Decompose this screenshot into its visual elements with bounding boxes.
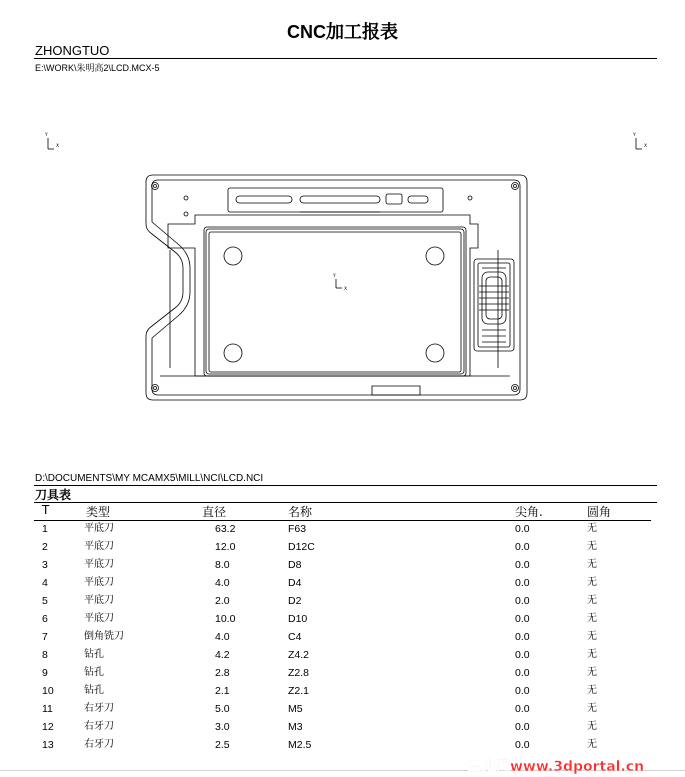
- tool-diameter: 4.0: [215, 577, 230, 589]
- tool-tip-angle: 0.0: [515, 721, 530, 733]
- tool-name: D12C: [288, 541, 315, 553]
- tool-tip-angle: 0.0: [515, 739, 530, 751]
- corner-hole: [512, 183, 519, 190]
- tool-name: M3: [288, 721, 303, 733]
- file-path: E:\WORK\朱明高2\LCD.MCX-5: [35, 63, 160, 73]
- tool-corner-radius: 无: [587, 721, 597, 732]
- tool-name: Z2.1: [288, 685, 310, 697]
- tool-name: Z2.8: [288, 667, 310, 679]
- tool-type: 平底刀: [84, 541, 114, 552]
- connector-slot: [228, 188, 443, 212]
- watermark-text: 三维网www.3dportal.cn: [468, 759, 645, 775]
- tool-number: 13: [42, 739, 54, 751]
- axis-label-x-center: X: [344, 287, 348, 292]
- axis-label-x-right: X: [644, 144, 648, 149]
- tool-number: 12: [42, 721, 54, 733]
- tool-tip-angle: 0.0: [515, 613, 530, 625]
- screen-pocket: [204, 227, 466, 376]
- col-header-t: T: [42, 503, 50, 517]
- nci-divider: [34, 485, 657, 486]
- pocket-hole: [224, 344, 242, 362]
- tool-type: 平底刀: [84, 577, 114, 588]
- tool-name: D2: [288, 595, 302, 607]
- company-name: ZHONGTUO: [35, 43, 110, 58]
- corner-hole: [512, 385, 519, 392]
- tool-diameter: 2.8: [215, 667, 230, 679]
- tool-diameter: 10.0: [215, 613, 236, 625]
- tool-corner-radius: 无: [587, 577, 597, 588]
- axis-label-y-right: Y: [633, 133, 636, 138]
- axis-marker-center: [336, 279, 342, 288]
- tool-corner-radius: 无: [587, 703, 597, 714]
- tool-diameter: 5.0: [215, 703, 230, 715]
- tool-number: 10: [42, 685, 54, 697]
- tool-name: M2.5: [288, 739, 312, 751]
- tool-corner-radius: 无: [587, 685, 597, 696]
- tool-type: 平底刀: [84, 595, 114, 606]
- tool-diameter: 4.2: [215, 649, 230, 661]
- tool-corner-radius: 无: [587, 541, 597, 552]
- header-underline: [34, 520, 651, 521]
- tool-number: 3: [42, 559, 48, 571]
- tool-corner-radius: 无: [587, 649, 597, 660]
- axis-label-x-left: X: [56, 144, 60, 149]
- tool-diameter: 4.0: [215, 631, 230, 643]
- tool-number: 7: [42, 631, 48, 643]
- tool-number: 8: [42, 649, 48, 661]
- tool-name: D4: [288, 577, 302, 589]
- tool-number: 4: [42, 577, 48, 589]
- tool-corner-radius: 无: [587, 613, 597, 624]
- tool-name: M5: [288, 703, 303, 715]
- tool-name: C4: [288, 631, 302, 643]
- tool-tip-angle: 0.0: [515, 523, 530, 535]
- tool-corner-radius: 无: [587, 595, 597, 606]
- vent-grille: [474, 259, 514, 351]
- tool-type: 钻孔: [84, 649, 104, 660]
- tool-type: 右牙刀: [84, 721, 114, 732]
- tool-diameter: 2.5: [215, 739, 230, 751]
- tool-tip-angle: 0.0: [515, 685, 530, 697]
- tool-number: 9: [42, 667, 48, 679]
- tool-type: 倒角铣刀: [84, 631, 124, 642]
- tool-tip-angle: 0.0: [515, 541, 530, 553]
- tool-tip-angle: 0.0: [515, 703, 530, 715]
- tool-type: 右牙刀: [84, 703, 114, 714]
- tool-diameter: 63.2: [215, 523, 236, 535]
- tool-type: 平底刀: [84, 559, 114, 570]
- tool-name: D10: [288, 613, 308, 625]
- tool-name: Z4.2: [288, 649, 310, 661]
- pocket-hole: [426, 344, 444, 362]
- tool-type: 钻孔: [84, 685, 104, 696]
- tool-table-title: 刀具表: [35, 488, 72, 502]
- tool-tip-angle: 0.0: [515, 667, 530, 679]
- axis-label-y-left: Y: [45, 133, 48, 138]
- tool-corner-radius: 无: [587, 631, 597, 642]
- tool-number: 11: [42, 703, 53, 715]
- watermark-logo: [468, 757, 673, 775]
- tool-diameter: 2.0: [215, 595, 230, 607]
- tool-diameter: 2.1: [215, 685, 230, 697]
- tool-diameter: 12.0: [215, 541, 236, 553]
- report-title: CNC加工报表: [287, 22, 398, 42]
- tool-number: 2: [42, 541, 48, 553]
- tool-type: 钻孔: [84, 667, 104, 678]
- tool-type: 平底刀: [84, 613, 114, 624]
- col-header-name: 名称: [288, 505, 313, 519]
- tool-tip-angle: 0.0: [515, 631, 530, 643]
- tool-corner-radius: 无: [587, 667, 597, 678]
- corner-hole: [152, 183, 159, 190]
- tool-name: F63: [288, 523, 307, 535]
- tool-number: 6: [42, 613, 48, 625]
- tool-tip-angle: 0.0: [515, 559, 530, 571]
- tool-title-divider: [34, 502, 657, 503]
- tool-number: 5: [42, 595, 48, 607]
- tool-type: 右牙刀: [84, 739, 114, 750]
- col-header-diameter: 直径: [202, 505, 227, 519]
- axis-marker-left: [48, 138, 54, 149]
- col-header-corner-radius: 圆角: [587, 505, 612, 519]
- axis-label-y-center: Y: [333, 274, 336, 279]
- tool-tip-angle: 0.0: [515, 577, 530, 589]
- tool-tip-angle: 0.0: [515, 595, 530, 607]
- col-header-type: 类型: [86, 505, 111, 519]
- pocket-hole: [224, 247, 242, 265]
- tool-tip-angle: 0.0: [515, 649, 530, 661]
- corner-hole: [152, 385, 159, 392]
- tool-type: 平底刀: [84, 523, 114, 534]
- tool-diameter: 3.0: [215, 721, 230, 733]
- col-header-tip-angle: 尖角.: [515, 505, 543, 519]
- tool-number: 1: [42, 523, 48, 535]
- axis-marker-right: [636, 138, 642, 149]
- tool-diameter: 8.0: [215, 559, 230, 571]
- nci-path: D:\DOCUMENTS\MY MCAMX5\MILL\NCI\LCD.NCI: [35, 473, 264, 484]
- tool-corner-radius: 无: [587, 559, 597, 570]
- pocket-hole: [426, 247, 444, 265]
- tool-corner-radius: 无: [587, 523, 597, 534]
- tool-corner-radius: 无: [587, 739, 597, 750]
- tool-name: D8: [288, 559, 302, 571]
